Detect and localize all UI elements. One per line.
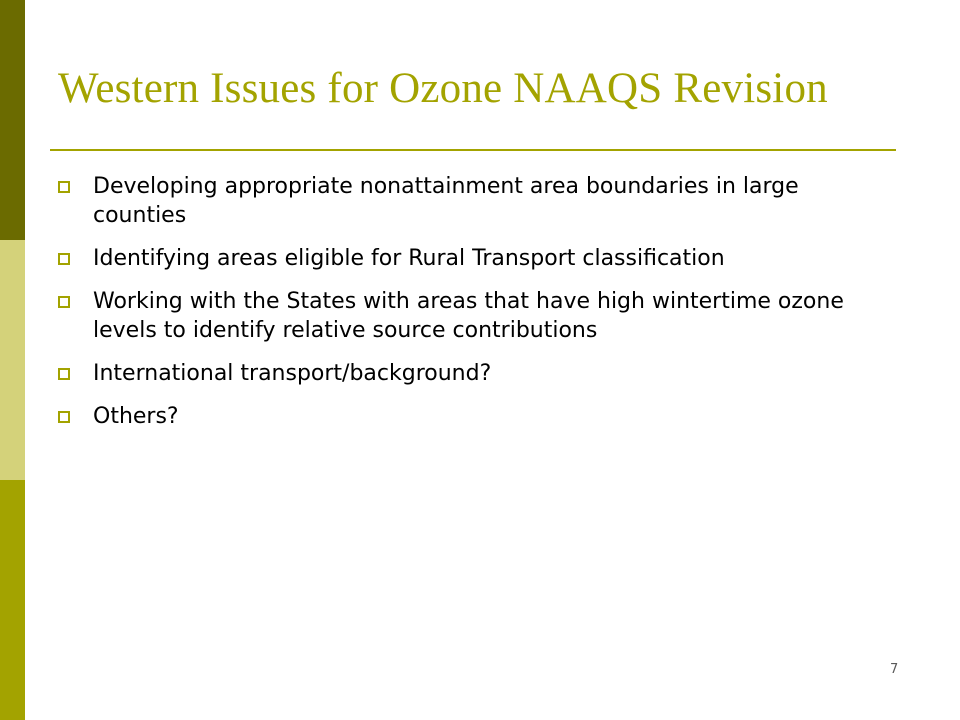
bullet-text: Identifying areas eligible for Rural Transport classification bbox=[93, 246, 725, 271]
sidebar-band-middle bbox=[0, 240, 25, 480]
square-bullet-icon bbox=[58, 181, 70, 193]
bullet-item bbox=[58, 359, 888, 388]
bullet-text: Developing appropriate nonattainment area boundaries in large counties bbox=[93, 174, 799, 228]
bullet-list bbox=[58, 172, 888, 445]
bullet-text: Working with the States with areas that have high wintertime ozone levels to identify relative source contributions bbox=[93, 289, 844, 343]
square-bullet-icon bbox=[58, 253, 70, 265]
square-bullet-icon bbox=[58, 296, 70, 308]
bullet-item bbox=[58, 172, 888, 230]
square-bullet-icon bbox=[58, 411, 70, 423]
bullet-item bbox=[58, 402, 888, 431]
sidebar-band-top bbox=[0, 0, 25, 240]
bullet-item bbox=[58, 244, 888, 273]
bullet-text: International transport/background? bbox=[93, 361, 492, 386]
bullet-item bbox=[58, 287, 888, 345]
sidebar-band-bottom bbox=[0, 480, 25, 720]
square-bullet-icon bbox=[58, 368, 70, 380]
slide-title: Western Issues for Ozone NAAQS Revision bbox=[58, 65, 828, 112]
title-divider bbox=[50, 149, 896, 151]
bullet-text: Others? bbox=[93, 404, 179, 429]
page-number: 7 bbox=[890, 662, 899, 677]
